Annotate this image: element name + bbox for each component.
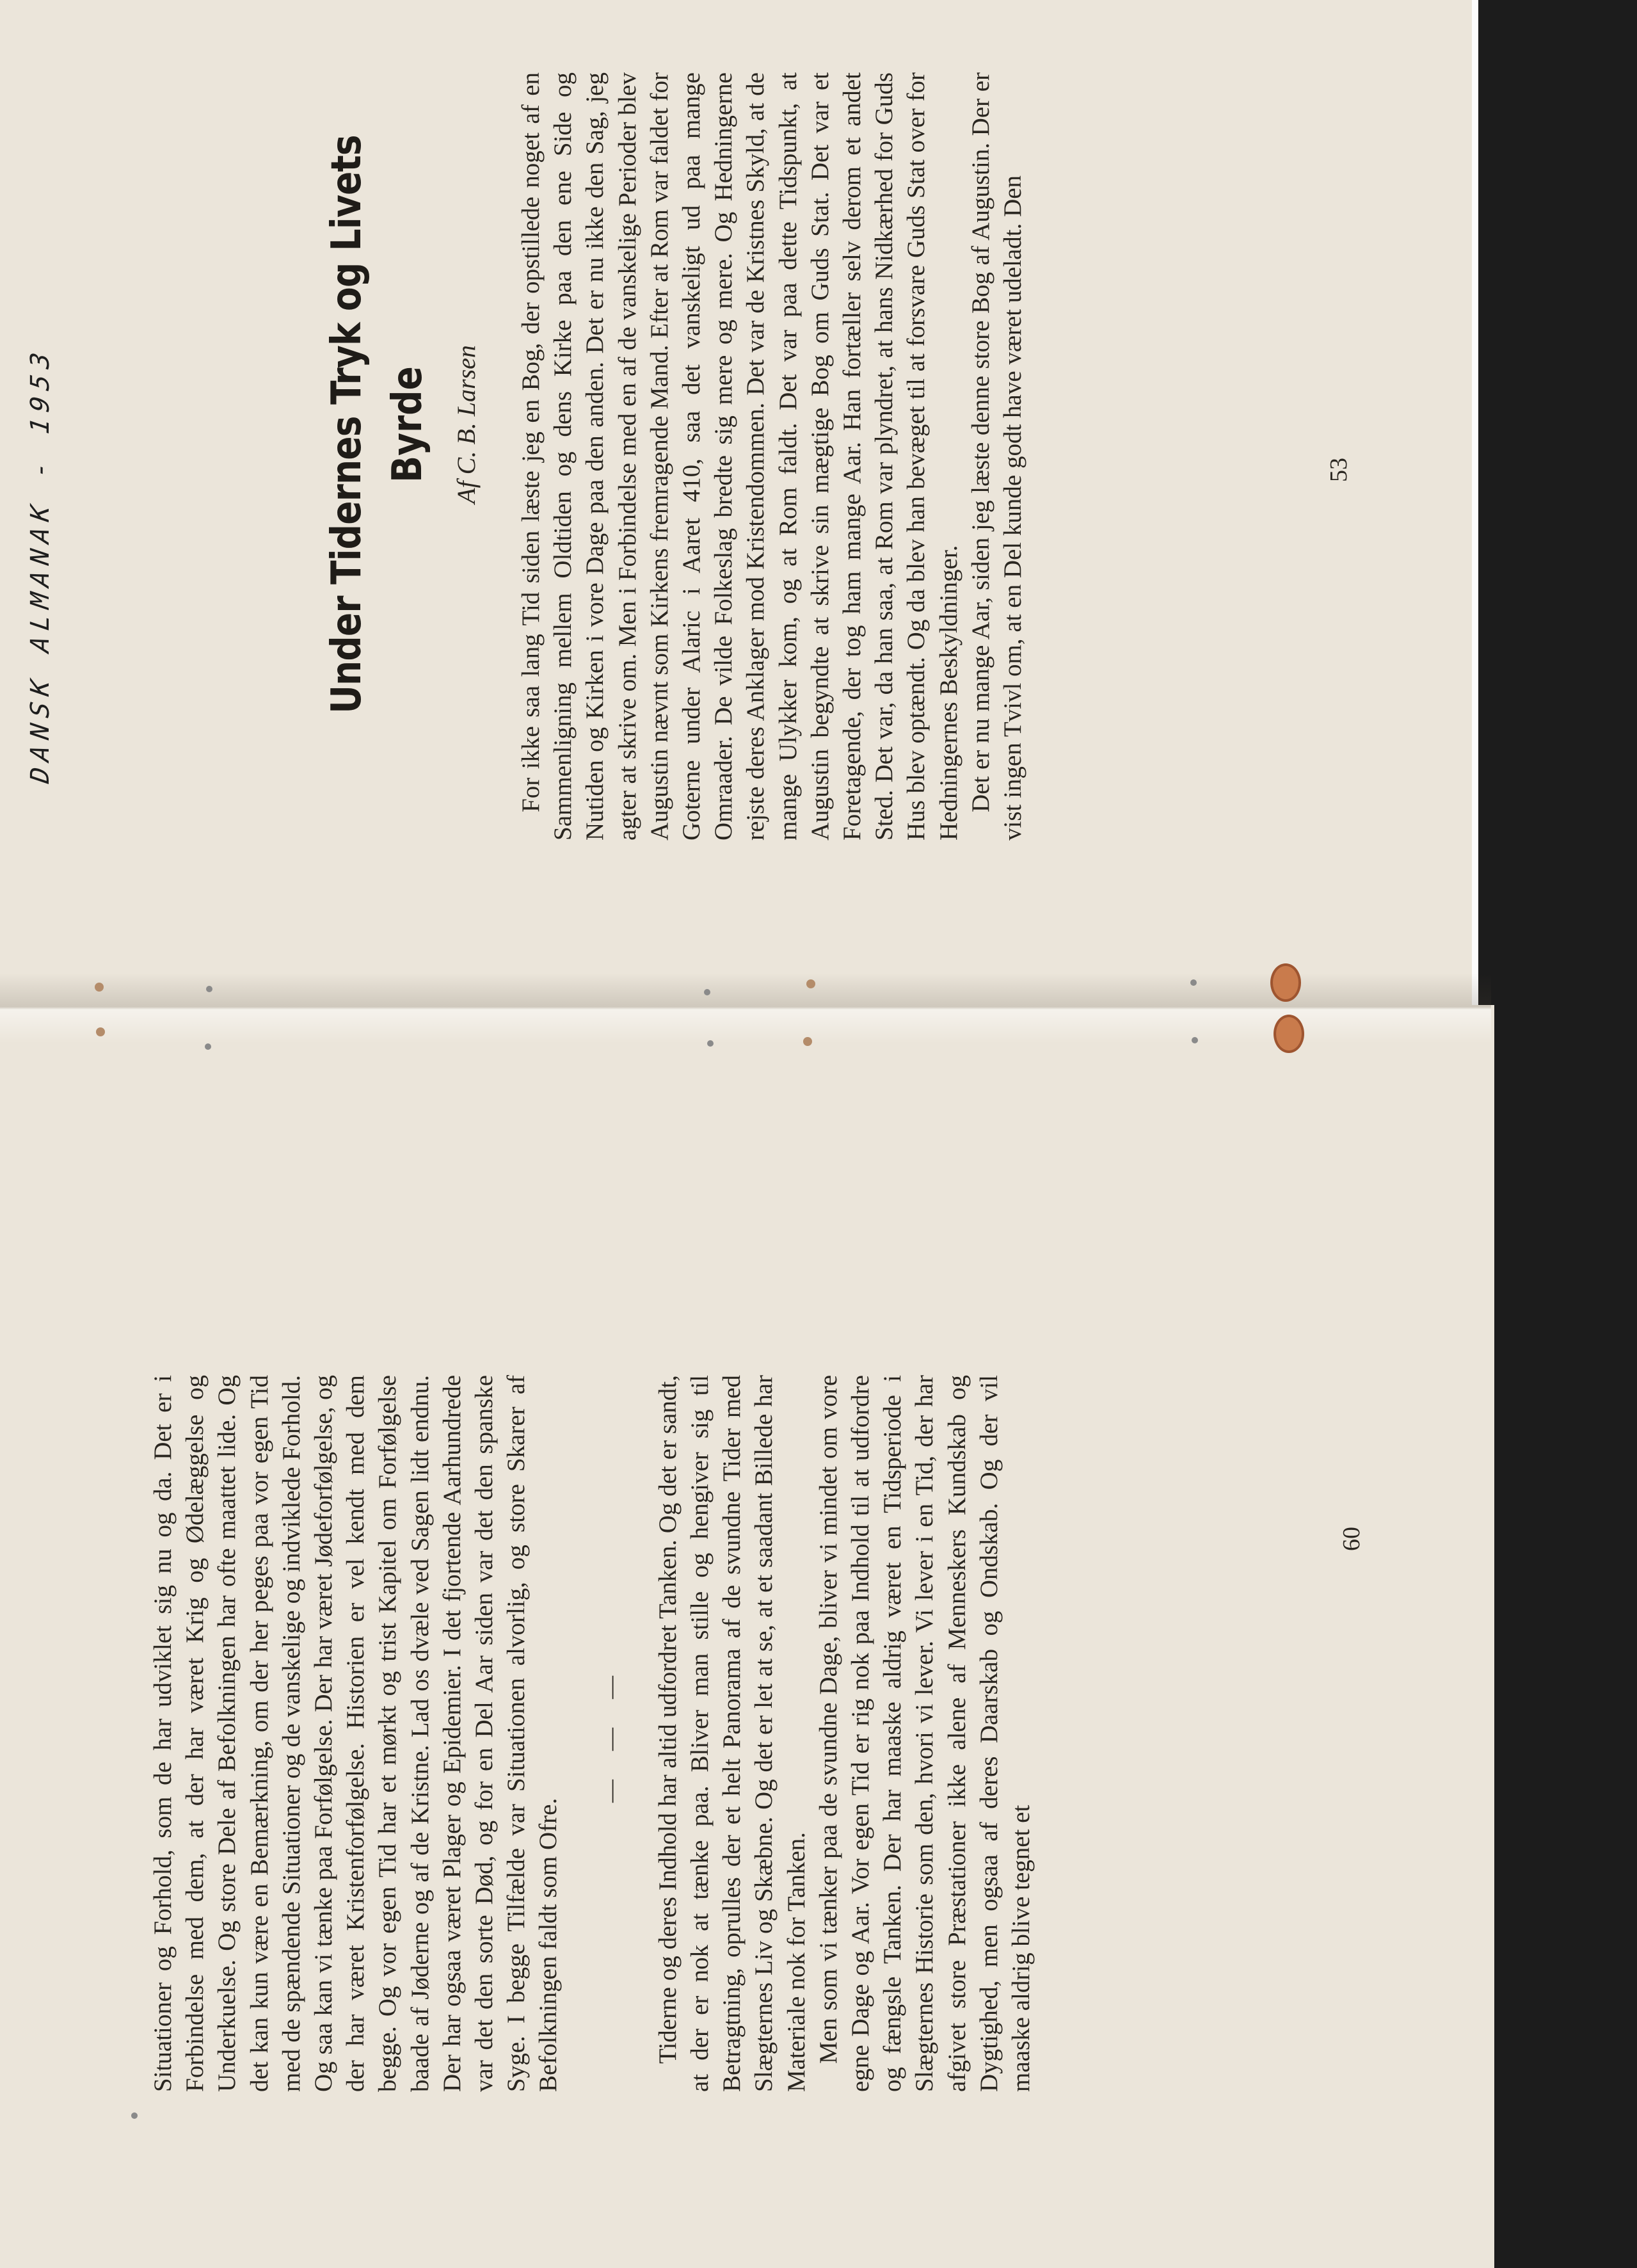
left-paragraph: Tiderne og deres Indhold har altid udfordret Tanken. Og det er sandt, at der er nok at tænke paa. Bliver man stille og hengiver sig til Betragtning, oprulles der et helt Panorama af de svundne Tider med Slægternes Liv og Skæbne. Og det er let at se, at et saadant Billede har Materiale nok for Tanken. [653, 1375, 810, 2092]
right-paragraph: For ikke saa lang Tid siden læste jeg en Bog, der opstillede noget af en Sammenligning mellem Oldtiden og dens Kirke paa den ene Side og Nutiden og Kirken i vore Dage paa den anden. Det er nu ikke den Sag, jeg agter at skrive om. Men i Forbindelse med en af de vanskelige Perioder blev Augustin nævnt som Kirkens fremragende Mand. Efter at Rom var faldet for Goterne under Alaric i Aaret 410, saa det vanskeligt ud paa mange Omraader. De vilde Folkeslag bredte sig mere og mere. Og Hedningerne rejste deres Anklager mod Kristendommen. Det var de Kristnes Skyld, at de mange Ulykker kom, og at Rom faldt. Det var paa dette Tidspunkt, at Augustin begyndte at skrive sin mægtige Bog om Guds Stat. Det var et Foretagende, der tog ham mange Aar. Han fortæller selv derom et andet Sted. Det var, da han saa, at Rom var plyndret, at hans Nidkærhed for Guds Hus blev optændt. Og da blev han bevæget til at forsvare Guds Stat over for Hedningernes Beskyldninger. [517, 72, 962, 840]
right-paragraph: Det er nu mange Aar, siden jeg læste denne store Bog af Augustin. Der er vist ingen Tvivl om, at en Del kunde godt have været udeladt. Den [966, 72, 1027, 840]
right-page-number: 53 [1325, 458, 1352, 482]
right-page-column [515, 72, 1029, 840]
left-page-number: 60 [1338, 1527, 1365, 1551]
section-separator: — — — [597, 1664, 623, 1803]
show-through-text [160, 28, 326, 719]
article-title: Under Tidernes Tryk og Livets [323, 135, 371, 714]
left-paragraph: Men som vi tænker paa de svundne Dage, bliver vi mindet om vore egne Dage og Aar. Vor egen Tid er rig nok paa Indhold til at udfordre og fængsle Tanken. Der har maaske aldrig været en Tidsperiode i Slægternes Historie som den, hvori vi lever. Vi lever i en Tid, der har afgivet store Præstationer ikke alene af Menneskers Kundskab og Dygtighed, men ogsaa af deres Daarskab og Ondskab. Og der vil maaske aldrig blive tegnet et [814, 1375, 1035, 2092]
article-byline: Af C. B. Larsen [452, 345, 481, 504]
article-title-line2: Byrde [384, 366, 431, 483]
left-paragraph: Situationer og Forhold, som de har udviklet sig nu og da. Det er i Forbindelse med dem, at der har været Krig og Ødelæggelse og Underkuelse. Og store Dele af Befolkningen har ofte maattet lide. Og det kan kun være en Bemærkning, om der her peges paa vor egen Tid med de spændende Situationer og de vanskelige og indviklede Forhold. Og saa kan vi tænke paa Forfølgelse. Der har været Jødeforfølgelse, og der har været Kristenforfølgelse. Historien er vel kendt med dem begge. Og vor egen Tid har et mørkt og trist Kapitel om Forfølgelse baade af Jøderne og af de Kristne. Lad os dvæle ved Sagen lidt endnu. Der har ogsaa været Plager og Epidemier. I det fjortende Aarhundrede var det den sorte Død, og for en Del Aar siden var det den spanske Syge. I begge Tilfælde var Situationen alvorlig, og store Skarer af Befolkningen faldt som Ofre. [149, 1375, 563, 2092]
left-page-column-top [147, 1375, 1037, 2092]
handwritten-note: DANSK ALMANAK - 1953 [26, 344, 55, 785]
